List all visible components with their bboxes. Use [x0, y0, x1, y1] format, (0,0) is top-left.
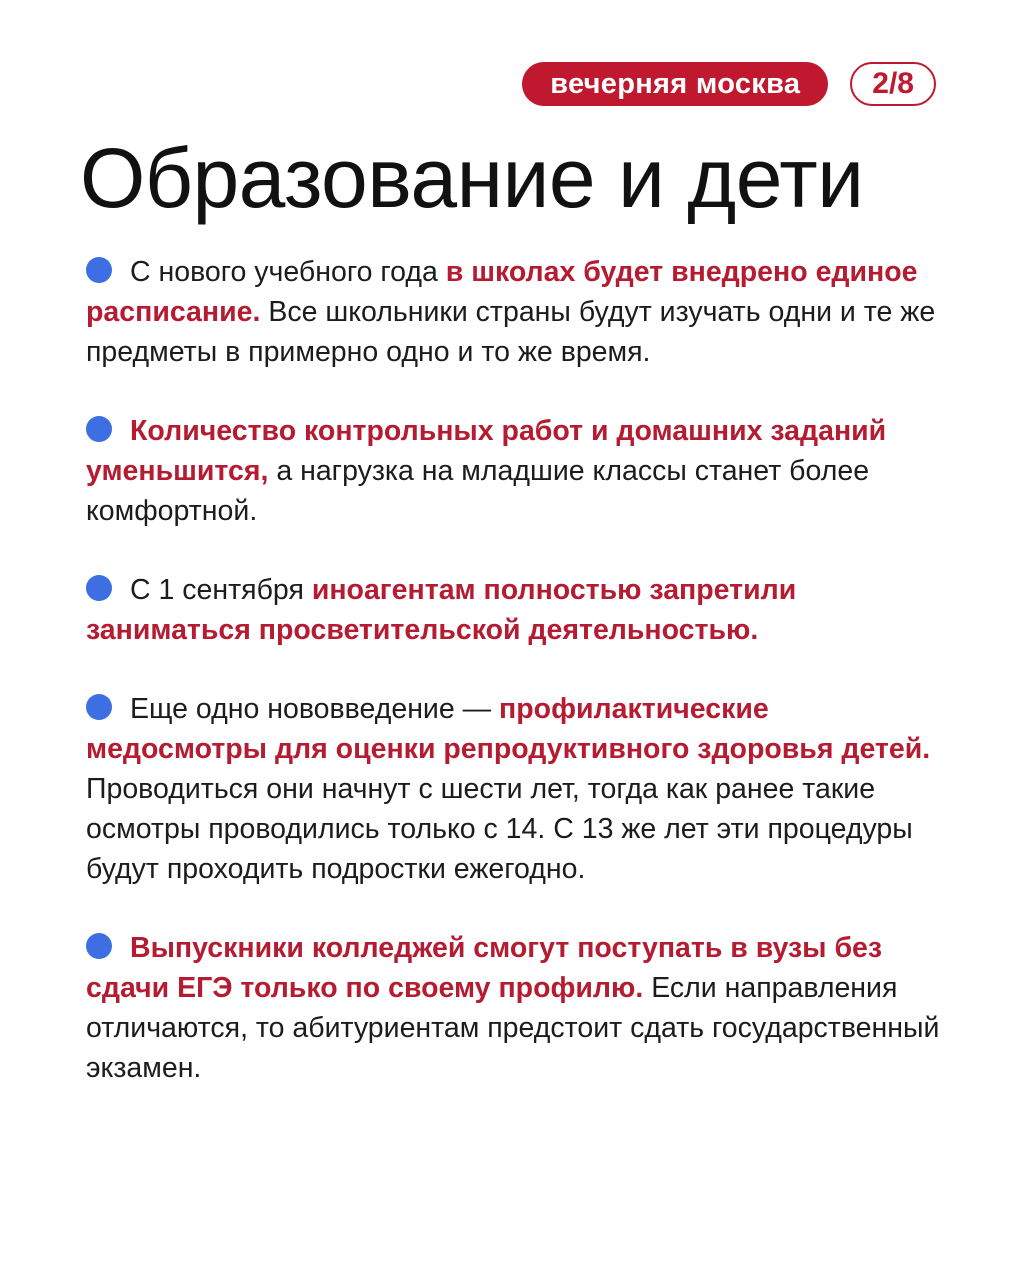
bullet-dot-icon [86, 575, 112, 601]
brand-badge: вечерняя москва [522, 62, 828, 106]
bullet-dot-icon [86, 416, 112, 442]
list-item [86, 570, 956, 650]
list-item [86, 689, 956, 889]
item-highlight: Количество контрольных работ и домашних заданий уменьшится, [86, 415, 887, 487]
list-item [86, 411, 956, 531]
item-text: Еще одно нововведение — [130, 693, 500, 725]
item-highlight: профилактические медосмотры для оценки репродуктивного здоровья детей. [86, 693, 931, 765]
item-text: С нового учебного года [130, 256, 446, 288]
item-text: Если направления отличаются, то абитуриентам предстоит сдать государственный экзамен. [86, 972, 940, 1084]
list-item [86, 252, 956, 372]
item-highlight: Выпускники колледжей смогут поступать в вузы без сдачи ЕГЭ только по своему профилю. [86, 932, 883, 1004]
page-title: Образование и дети [80, 131, 864, 225]
item-highlight: иноагентам полностью запретили заниматься просветительской деятельностью. [86, 574, 797, 646]
bullet-dot-icon [86, 257, 112, 283]
item-text: Все школьники страны будут изучать одни и те же предметы в примерно одно и то же время. [86, 296, 936, 368]
bullet-dot-icon [86, 694, 112, 720]
item-text: Проводиться они начнут с шести лет, тогда как ранее такие осмотры проводились только с 14. С 13 же лет эти процедуры будут проходить подростки ежегодно. [86, 773, 913, 885]
item-text: а нагрузка на младшие классы станет более комфортной. [86, 455, 870, 527]
news-list [86, 252, 956, 1088]
item-text: С 1 сентября [130, 574, 312, 606]
list-item [86, 928, 956, 1088]
header [522, 62, 936, 106]
bullet-dot-icon [86, 933, 112, 959]
page-counter: 2/8 [850, 62, 936, 106]
item-highlight: в школах будет внедрено единое расписание. [86, 256, 918, 328]
